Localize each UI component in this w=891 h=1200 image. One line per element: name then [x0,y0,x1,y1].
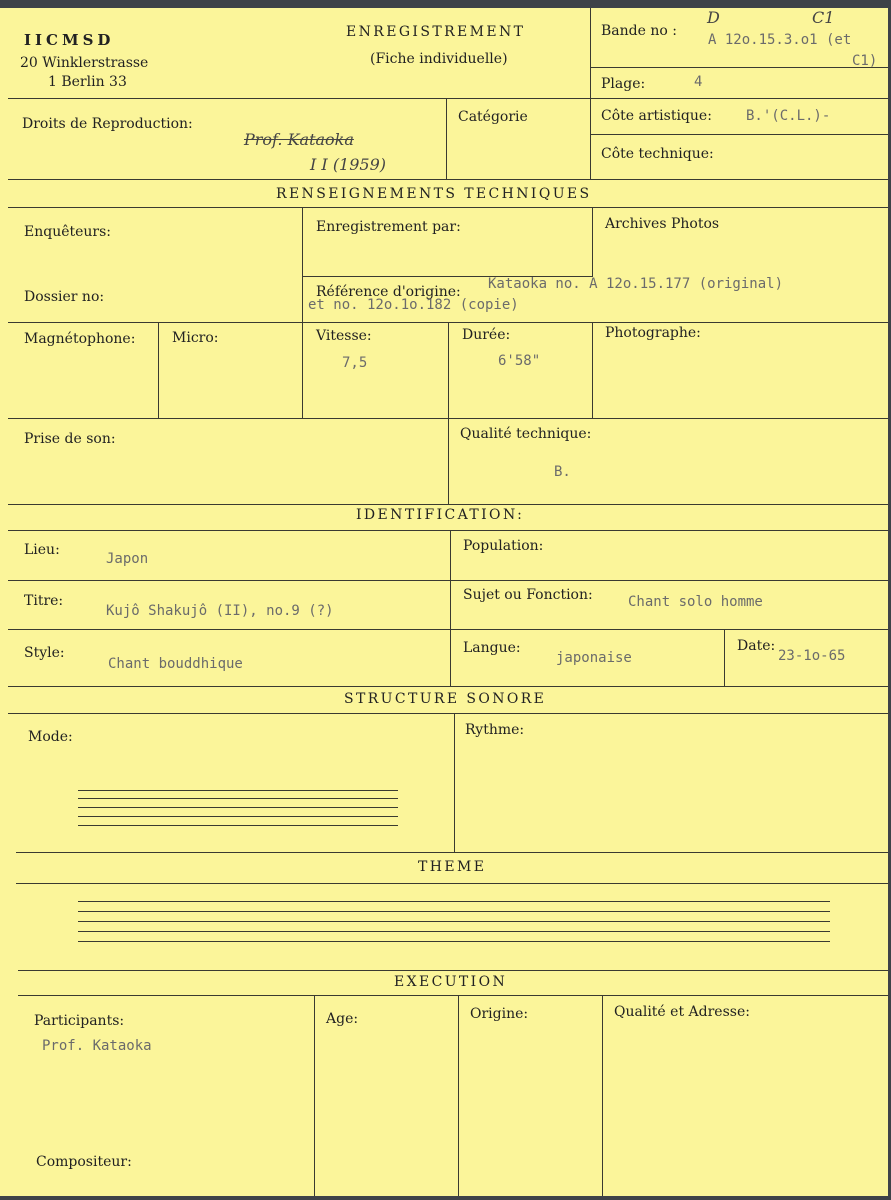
rule [8,580,888,581]
prise-de-son-label: Prise de son: [24,431,116,447]
rule [158,322,159,418]
bande-handwritten-c1: C1 [812,8,835,27]
plage-label: Plage: [601,76,646,92]
rule [458,995,459,1196]
archives-photos-label: Archives Photos [605,216,720,232]
rule [16,852,888,853]
duree-label: Durée: [462,327,511,343]
sujet-label: Sujet ou Fonction: [463,587,593,603]
rule [314,995,315,1196]
qualite-technique-value: B. [554,464,571,480]
population-label: Population: [463,538,544,554]
rule [602,995,603,1196]
rule [448,322,449,504]
categorie-label: Catégorie [458,109,528,125]
section-execution-title: EXECUTION [394,974,508,990]
participants-label: Participants: [34,1013,125,1029]
reference-value-copy: et no. 12o.1o.182 (copie) [308,297,519,313]
rule [590,8,591,179]
langue-value: japonaise [556,650,632,666]
staff-line [78,901,830,902]
rule [450,530,451,686]
section-theme-title: THEME [418,859,487,875]
sujet-value: Chant solo homme [628,594,763,610]
mode-label: Mode: [28,729,73,745]
rule [8,207,888,208]
bande-value-continued: C1) [852,53,878,69]
enqueteurs-label: Enquêteurs: [24,224,112,240]
institute-logo: IICMSD [24,31,115,49]
rule [592,322,593,418]
reference-value: Kataoka no. A 12o.15.177 (original) [488,276,784,292]
rule [592,207,593,277]
compositeur-label: Compositeur: [36,1154,132,1170]
vitesse-label: Vitesse: [316,328,372,344]
rule [590,134,888,135]
magnetophone-label: Magnétophone: [24,331,136,347]
micro-label: Micro: [172,330,219,346]
droits-label: Droits de Reproduction: [22,116,193,132]
qualite-technique-label: Qualité technique: [460,426,592,442]
photographe-label: Photographe: [605,325,701,341]
rule [8,530,888,531]
langue-label: Langue: [463,640,521,656]
cote-artistique-value: B.'(C.L.)- [746,108,831,124]
cote-technique-label: Côte technique: [601,146,714,162]
index-card [0,8,888,1196]
address-line-1: 20 Winklerstrasse [20,55,149,71]
rule [590,67,888,68]
enregistrement-par-label: Enregistrement par: [316,219,461,235]
date-label: Date: [737,638,776,654]
lieu-value: Japon [106,551,149,567]
date-value: 23-1o-65 [778,648,846,664]
plage-value: 4 [694,74,703,90]
lieu-label: Lieu: [24,542,60,558]
dossier-label: Dossier no: [24,289,105,305]
bande-label: Bande no : [601,23,677,39]
rule [18,995,888,996]
rythme-label: Rythme: [465,722,525,738]
section-identification-title: IDENTIFICATION: [356,507,525,523]
rule [16,883,888,884]
style-value: Chant bouddhique [108,656,243,672]
staff-line [78,931,830,932]
style-label: Style: [24,645,65,661]
titre-value: Kujô Shakujô (II), no.9 (?) [106,603,334,619]
staff-line [78,941,830,942]
droits-handwritten-note: I I (1959) [310,155,387,174]
origine-label: Origine: [470,1006,529,1022]
age-label: Age: [326,1011,359,1027]
participants-value: Prof. Kataoka [42,1038,152,1054]
card-title: ENREGISTREMENT [346,24,526,40]
staff-line [78,790,398,791]
rule [8,686,888,687]
rule [454,713,455,852]
address-line-2: 1 Berlin 33 [48,74,127,90]
vitesse-value: 7,5 [342,355,368,371]
card-subtitle: (Fiche individuelle) [370,51,508,67]
titre-label: Titre: [24,593,64,609]
rule [8,504,888,505]
staff-line [78,798,398,799]
staff-line [78,816,398,817]
staff-line [78,911,830,912]
rule [8,629,888,630]
rule [8,713,888,714]
cote-artistique-label: Côte artistique: [601,108,712,124]
reference-label: Référence d'origine: [316,284,461,300]
section-technical-title: RENSEIGNEMENTS TECHNIQUES [276,186,592,202]
section-structure-title: STRUCTURE SONORE [344,691,547,707]
rule [724,629,725,686]
bande-handwritten-d: D [707,8,720,27]
duree-value: 6'58" [498,353,541,369]
bande-value: A 12o.15.3.o1 (et [708,32,852,48]
staff-line [78,921,830,922]
staff-line [78,807,398,808]
rule [302,207,303,418]
rule [8,98,888,99]
rule [8,179,888,180]
staff-line [78,825,398,826]
rule [446,98,447,179]
droits-handwritten-name: Prof. Kataoka [244,130,354,149]
qualite-adresse-label: Qualité et Adresse: [614,1004,750,1020]
rule [18,970,888,971]
